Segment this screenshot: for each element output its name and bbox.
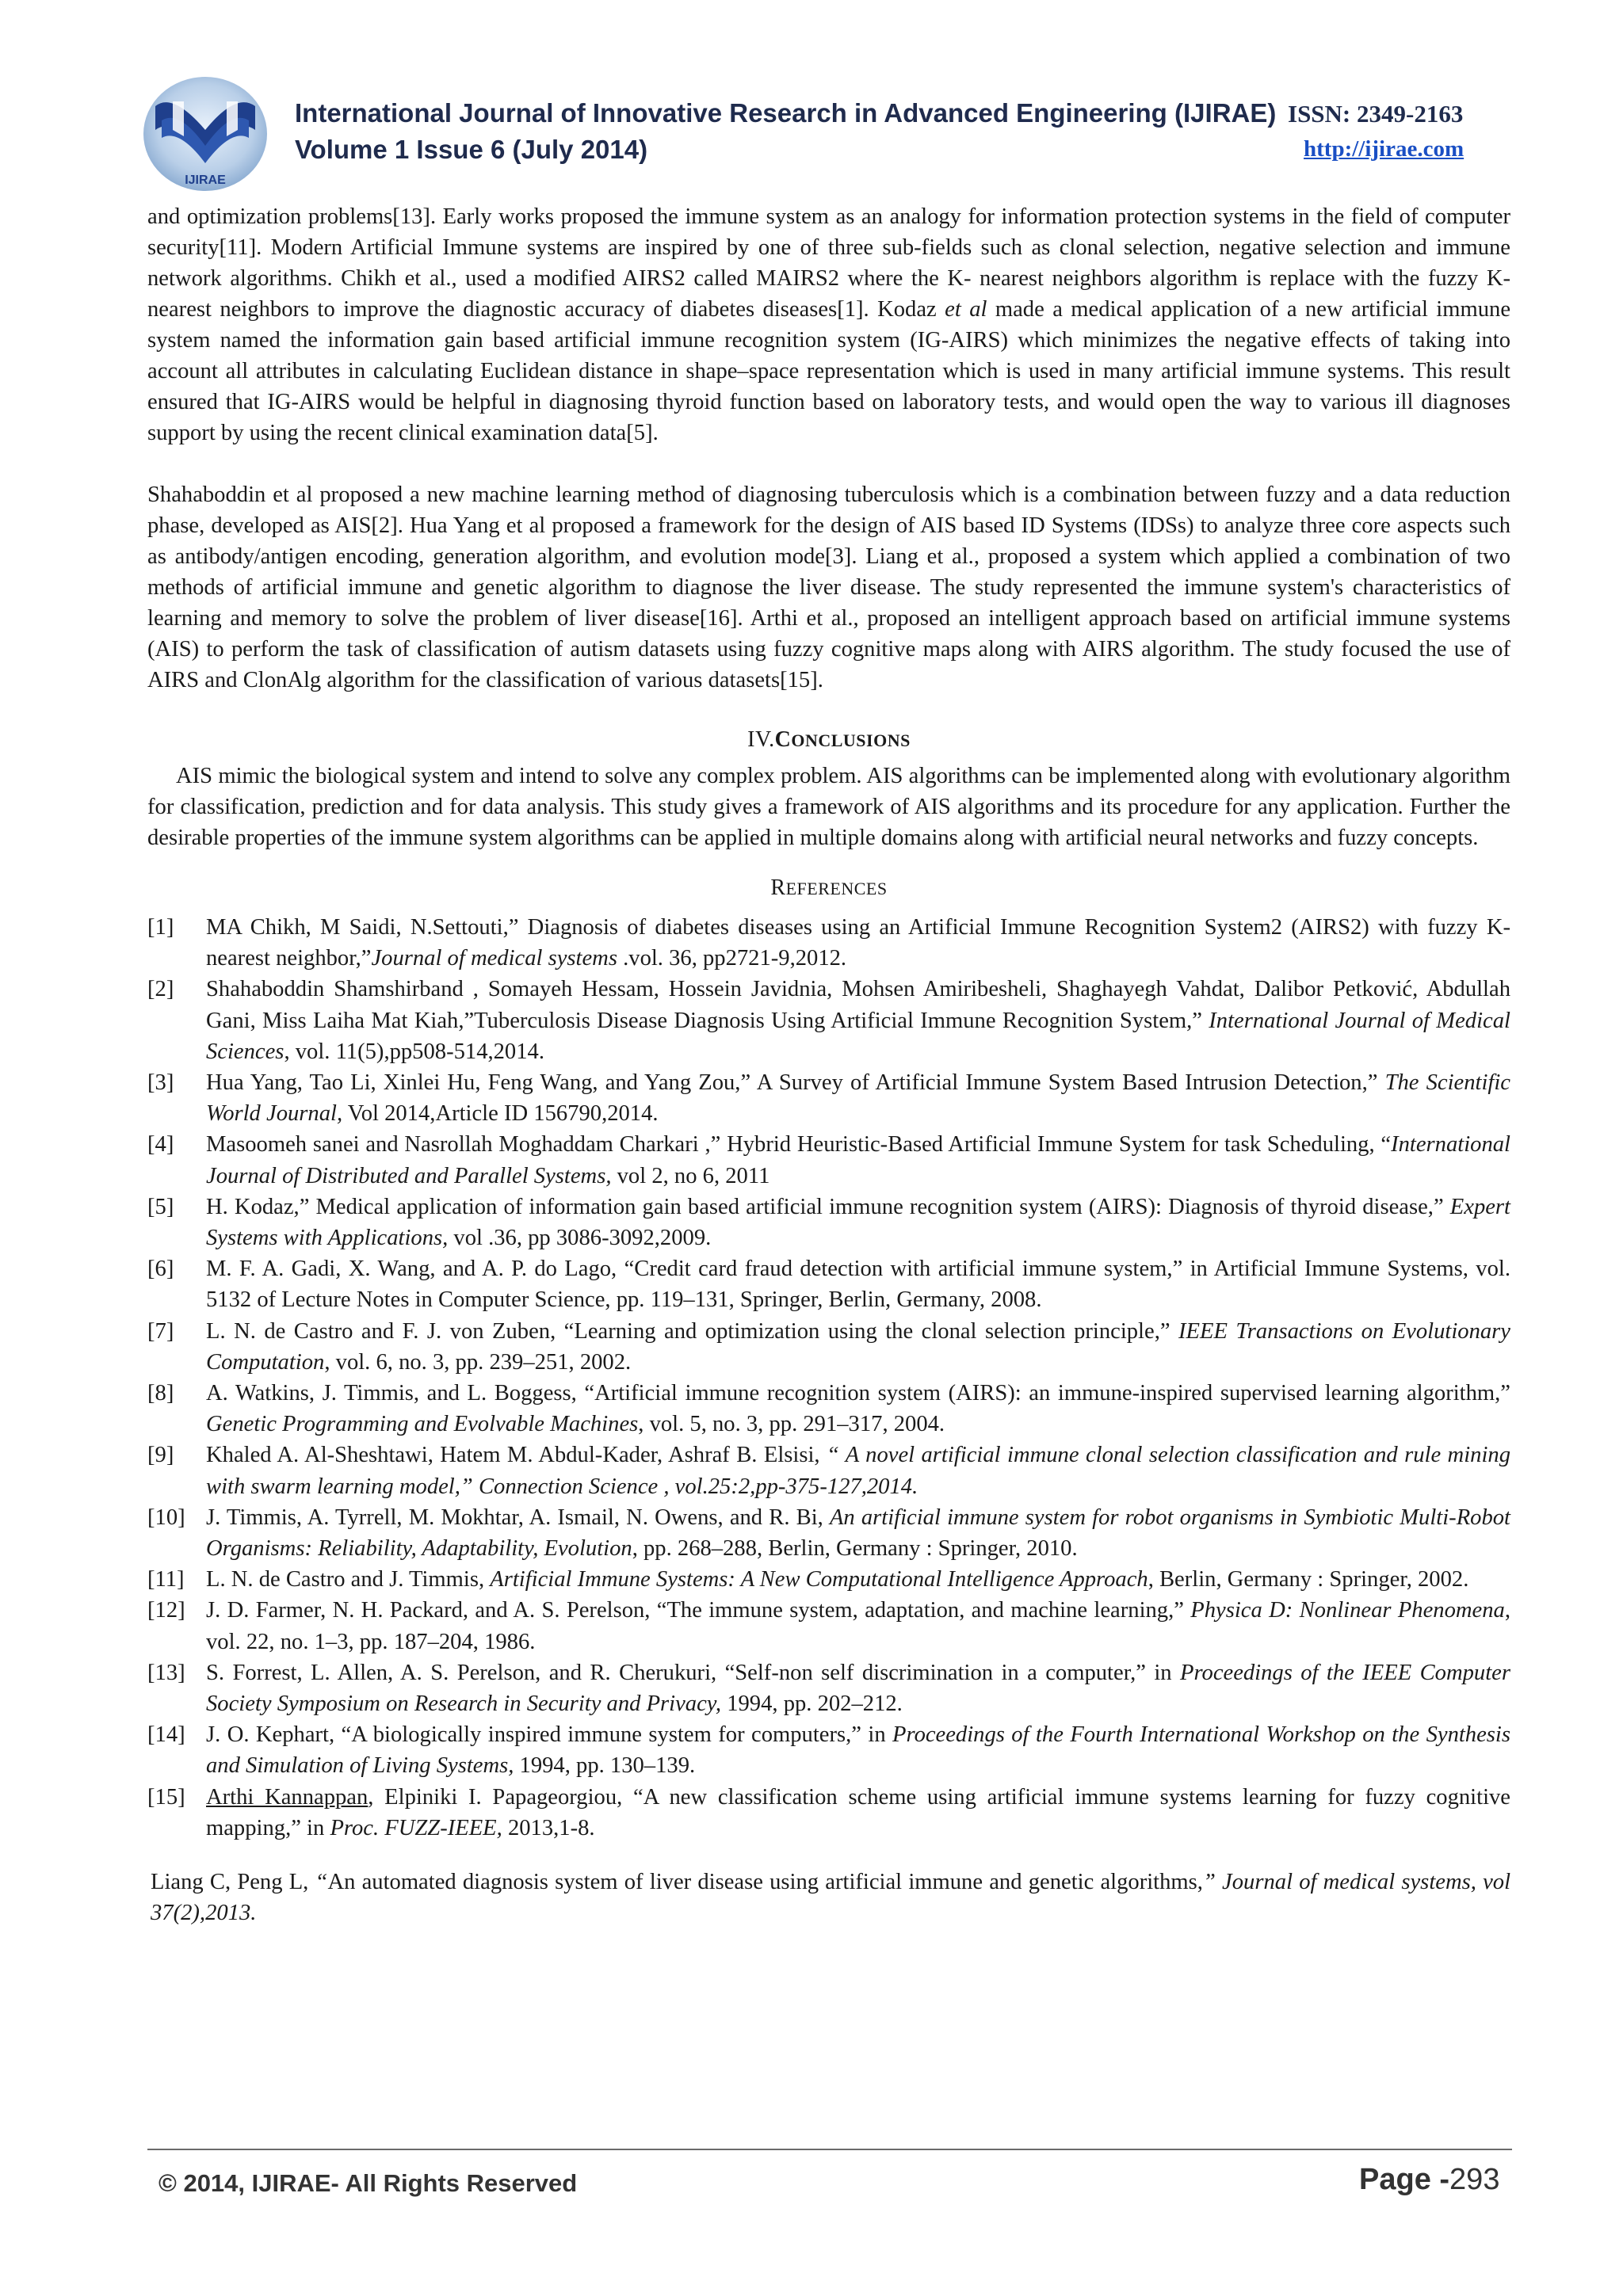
ref-text [206, 1440, 1510, 1501]
ref-last-a: Liang C, Peng L, [151, 1869, 315, 1894]
ref-text-b: , vol. 6, no. 3, pp. 239–251, 2002. [324, 1349, 632, 1375]
ref-text [206, 1316, 1510, 1378]
ref-num: [4] [147, 1132, 174, 1158]
footer-page-number [1359, 2163, 1499, 2197]
ref-text-b: 1994, pp. 202–212. [721, 1691, 903, 1717]
ref-num: [14] [147, 1722, 185, 1748]
reference-item-8 [147, 1378, 1510, 1440]
body-paragraph-1 [147, 201, 1510, 448]
ref-text-italic: Artificial Immune Systems: A New Computational Intelligence Approach [490, 1567, 1148, 1592]
ref-text [206, 1564, 1510, 1595]
ref-text-italic: International Journal of Medical Sciences [206, 1008, 1510, 1064]
ref-text-a: Masoomeh sanei and Nasrollah Moghaddam Charkari ,” Hybrid Heuristic-Based Artificial Immune System for task Scheduling, “ [206, 1132, 1392, 1158]
footer-divider [147, 2149, 1512, 2150]
reference-item-1 [147, 912, 1510, 974]
ref-num: [10] [147, 1505, 185, 1530]
refs-title-rest: EFERENCES [785, 879, 888, 898]
page-number: 293 [1449, 2163, 1500, 2196]
ref-text-a: S. Forrest, L. Allen, A. S. Perelson, and R. Cherukuri, “Self-non self discrimination in a computer,” in [206, 1660, 1180, 1685]
ref-text-a: J. Timmis, A. Tyrrell, M. Mokhtar, A. Ismail, N. Owens, and R. Bi, [206, 1505, 830, 1530]
ref-text [206, 1129, 1510, 1191]
ref-15-i: Proc. FUZZ-IEEE, [330, 1815, 502, 1840]
para2-c: et al., [926, 544, 980, 569]
ref-text-italic: IEEE Transactions on Evolutionary Computation [206, 1318, 1511, 1375]
ref-text [206, 1378, 1510, 1440]
ref-text [206, 1253, 1510, 1315]
ref-num: [8] [147, 1381, 174, 1406]
ref-text-b: .vol. 36, pp2721-9,2012. [617, 946, 847, 971]
ref-last-b: An automated diagnosis system of liver disease using artificial immune and genetic algorithms, [327, 1869, 1203, 1894]
ref-text-a: J. D. Farmer, N. H. Packard, and A. S. Perelson, “The immune system, adaptation, and machine learning,” [206, 1598, 1191, 1623]
ref-num: [6] [147, 1257, 174, 1282]
ref-text-b: Vol 2014,Article ID 156790,2014. [342, 1101, 659, 1127]
reference-item-11 [147, 1564, 1510, 1595]
ref-text-italic: Journal of medical systems [371, 946, 617, 971]
para2-a: Shahaboddin et al proposed a new machine learning method of diagnosing tuberculosis which is a combination between fuzzy and a data reduction phase, developed as AIS[2]. Hua Yang [147, 482, 1510, 538]
reference-item-7 [147, 1316, 1510, 1378]
ref-num: [2] [147, 977, 174, 1002]
ref-text-italic: Expert Systems with Applications, [206, 1194, 1510, 1251]
ref-15-a: , Elpiniki I. Papageorgiou, “A new classification scheme using artificial immune systems learning for fuzzy cognitive mapping,” in [206, 1784, 1510, 1840]
ref-text-a: Khaled A. Al-Sheshtawi, Hatem M. Abdul-Kader, Ashraf B. Elsisi, [206, 1443, 827, 1468]
section-number: IV. [747, 727, 775, 752]
volume-issue: Volume 1 Issue 6 (July 2014) [295, 135, 648, 164]
ref-num: [11] [147, 1567, 185, 1592]
ref-text-italic: Physica D: Nonlinear Phenomena [1190, 1598, 1505, 1623]
reference-list [147, 912, 1510, 1782]
reference-item-13 [147, 1657, 1510, 1719]
ref-15-author-link[interactable]: Arthi Kannappan [206, 1784, 369, 1810]
ref-text [206, 1719, 1510, 1781]
reference-item-10 [147, 1502, 1510, 1564]
para2-d: proposed a system which applied a combination of two methods of artificial immune and genetic algorithm to diagnose the liver disease. The study represented the immune system's characteristics of learning and memory to solve the problem of liver disease[16]. Arthi et al., proposed an intelligent approach based on artificial immune systems (AIS) to perform the task of classification of autism datasets using fuzzy cognitive maps along with AIRS algorithm. The study focused the use of AIRS and ClonAlg algorithm for the classification of various datasets[15]. [147, 544, 1510, 692]
ref-15-text [206, 1782, 1510, 1844]
body-paragraph-2 [147, 479, 1510, 696]
ref-text-b: , vol. 5, no. 3, pp. 291–317, 2004. [638, 1412, 945, 1437]
ref-text-b: , vol. 22, no. 1–3, pp. 187–204, 1986. [206, 1598, 1510, 1654]
footer-copyright: © 2014, IJIRAE- All Rights Reserved [158, 2169, 578, 2197]
ref-text-b: vol .36, pp 3086-3092,2009. [448, 1226, 712, 1251]
ref-text-a: A. Watkins, J. Timmis, and L. Boggess, “Artificial immune recognition system (AIRS): an immune-inspired supervised learning algorithm,” [206, 1381, 1510, 1406]
refs-title-first: R [770, 875, 786, 900]
conclusions-paragraph: AIS mimic the biological system and intend to solve any complex problem. AIS algorithms can be implemented along with evolutionary algorithm for classification, prediction and for data analysis. This study gives a framework of AIS algorithms and its procedure for any application. Further the desirable properties of the immune system algorithms can be applied in multiple domains along with artificial neural networks and fuzzy concepts. [147, 764, 1510, 850]
section-title-first: C [774, 727, 792, 752]
ref-num: [13] [147, 1660, 185, 1685]
conclusions-heading [147, 727, 1510, 753]
ref-text [206, 1502, 1510, 1564]
reference-unnumbered [147, 1867, 1510, 1928]
ref-text-b: , Berlin, Germany : Springer, 2002. [1148, 1567, 1469, 1592]
ref-text [206, 1192, 1510, 1253]
para1-text: and optimization problems[13]. Early works proposed the immune system as an analogy for information protection systems in the field of computer security[11]. Modern Artificial Immune systems are inspired by one of three sub-fields such as clonal selection, negative selection and immune network algorithms. Chikh et al., used a modified AIRS2 called MAIRS2 where the K- nearest neighbors algorithm is replace with the fuzzy K-nearest neighbors to improve the diagnostic accuracy of diabetes diseases[1]. Kodaz [147, 204, 1510, 322]
reference-item-15 [147, 1782, 1510, 1844]
ref-text-italic: The Scientific World Journal, [206, 1070, 1510, 1127]
ref-text-a: L. N. de Castro and F. J. von Zuben, “Learning and optimization using the clonal selection principle,” [206, 1318, 1179, 1344]
ref-num: [7] [147, 1318, 174, 1344]
reference-item-6 [147, 1253, 1510, 1315]
journal-url-link[interactable]: http://ijirae.com [1304, 136, 1465, 162]
para1-etal: et al [945, 297, 987, 322]
ref-text-a: H. Kodaz,” Medical application of information gain based artificial immune recognition system (AIRS): Diagnosis of thyroid disease,” [206, 1194, 1450, 1219]
ref-text-italic: International Journal of Distributed and Parallel Systems, [206, 1132, 1510, 1188]
ref-text-b: , pp. 268–288, Berlin, Germany : Springer, 2010. [632, 1536, 1078, 1562]
reference-item-9 [147, 1440, 1510, 1501]
page-content [147, 201, 1510, 1951]
ref-text-italic: An artificial immune system for robot organisms in Symbiotic Multi-Robot Organisms: Reliability, Adaptability, Evolution [206, 1505, 1510, 1562]
ref-text-italic: “ A novel artificial immune clonal selection classification and rule mining with swarm learning model,” Connection Science , vol.25:2,pp-375-127,2014. [206, 1443, 1510, 1499]
ref-text-italic: Proceedings of the Fourth International Workshop on the Synthesis and Simulation of Living Systems, [206, 1722, 1510, 1779]
reference-item-5 [147, 1192, 1510, 1253]
ijirae-logo-icon [141, 74, 269, 193]
ref-text-b: vol 2, no 6, 2011 [611, 1163, 770, 1188]
ref-text [206, 1657, 1510, 1719]
ref-text-a: L. N. de Castro and J. Timmis, [206, 1567, 491, 1592]
reference-item-2 [147, 974, 1510, 1067]
ref-text-b: , vol. 11(5),pp508-514,2014. [284, 1039, 544, 1064]
section-title-rest: ONCLUSIONS [791, 730, 911, 750]
ref-text-b: 1994, pp. 130–139. [514, 1753, 696, 1779]
reference-item-12 [147, 1595, 1510, 1657]
ref-text [206, 912, 1510, 974]
ref-15-b: 2013,1-8. [502, 1815, 595, 1840]
references-heading [147, 875, 1510, 901]
reference-item-3 [147, 1067, 1510, 1129]
ref-text [206, 1595, 1510, 1657]
ref-text-italic: Proceedings of the IEEE Computer Society Symposium on Research in Security and Privacy, [206, 1660, 1510, 1717]
ref-num: [5] [147, 1194, 174, 1219]
ref-num: [9] [147, 1443, 174, 1468]
reference-item-14 [147, 1719, 1510, 1781]
reference-item-4 [147, 1129, 1510, 1191]
ref-num: [3] [147, 1070, 174, 1096]
ref-text [206, 1067, 1510, 1129]
para1-rest: made a medical application of a new artificial immune system named the information gain based artificial immune recognition system (IG-AIRS) which minimizes the negative effects of taking into account all attributes in calculating Euclidean distance in shape–space representation which is used in many artificial immune systems. This result ensured that IG-AIRS would be helpful in diagnosing thyroid function based on laboratory tests, and would open the way to various ill diagnoses support by using the recent clinical examination data[5]. [147, 297, 1511, 445]
ref-text-a: Hua Yang, Tao Li, Xinlei Hu, Feng Wang, and Yang Zou,” A Survey of Artificial Immune System Based Intrusion Detection,” [206, 1070, 1385, 1096]
logo-text: IJIRAE [185, 174, 226, 187]
page-label: Page - [1359, 2163, 1450, 2196]
ref-text-a: MA Chikh, M Saidi, N.Settouti,” Diagnosis of diabetes diseases using an Artificial Immune Recognition System2 (AIRS2) with fuzzy K-nearest neighbor,” [206, 915, 1510, 971]
para2-b: et al proposed a framework for the design of AIS based ID Systems (IDSs) to analyze three core aspects such as antibody/antigen encoding, generation algorithm, and evolution mode[3]. Liang [147, 513, 1511, 569]
ref-text [206, 974, 1510, 1067]
ref-text-a: M. F. A. Gadi, X. Wang, and A. P. do Lago, “Credit card fraud detection with artificial immune system,” in Artificial Immune Systems, vol. 5132 of Lecture Notes in Computer Science, pp. 119–131, Springer, Berlin, Germany, 2008. [206, 1257, 1510, 1313]
ref-15-num: [15] [147, 1784, 185, 1810]
ref-num: [1] [147, 915, 174, 940]
ref-text-a: Shahaboddin Shamshirband , Somayeh Hessam, Hossein Javidnia, Mohsen Amiribesheli, Shaghayegh Vahdat, Dalibor Petković, Abdullah Gani, Miss Laiha Mat Kiah,”Tuberculosis Disease Diagnosis Using Artificial Immune Recognition System,” [206, 977, 1510, 1033]
ref-text-a: J. O. Kephart, “A biologically inspired immune system for computers,” in [206, 1722, 893, 1748]
ref-num: [12] [147, 1598, 185, 1623]
ref-last-i2: ” Journal of medical systems, vol 37(2),2013. [151, 1869, 1511, 1925]
ref-text-italic: Genetic Programming and Evolvable Machines [206, 1412, 639, 1437]
journal-title: International Journal of Innovative Research in Advanced Engineering (IJIRAE) [295, 98, 1277, 128]
ref-last-i: “ [315, 1869, 328, 1894]
issn: ISSN: 2349-2163 [1288, 100, 1464, 128]
